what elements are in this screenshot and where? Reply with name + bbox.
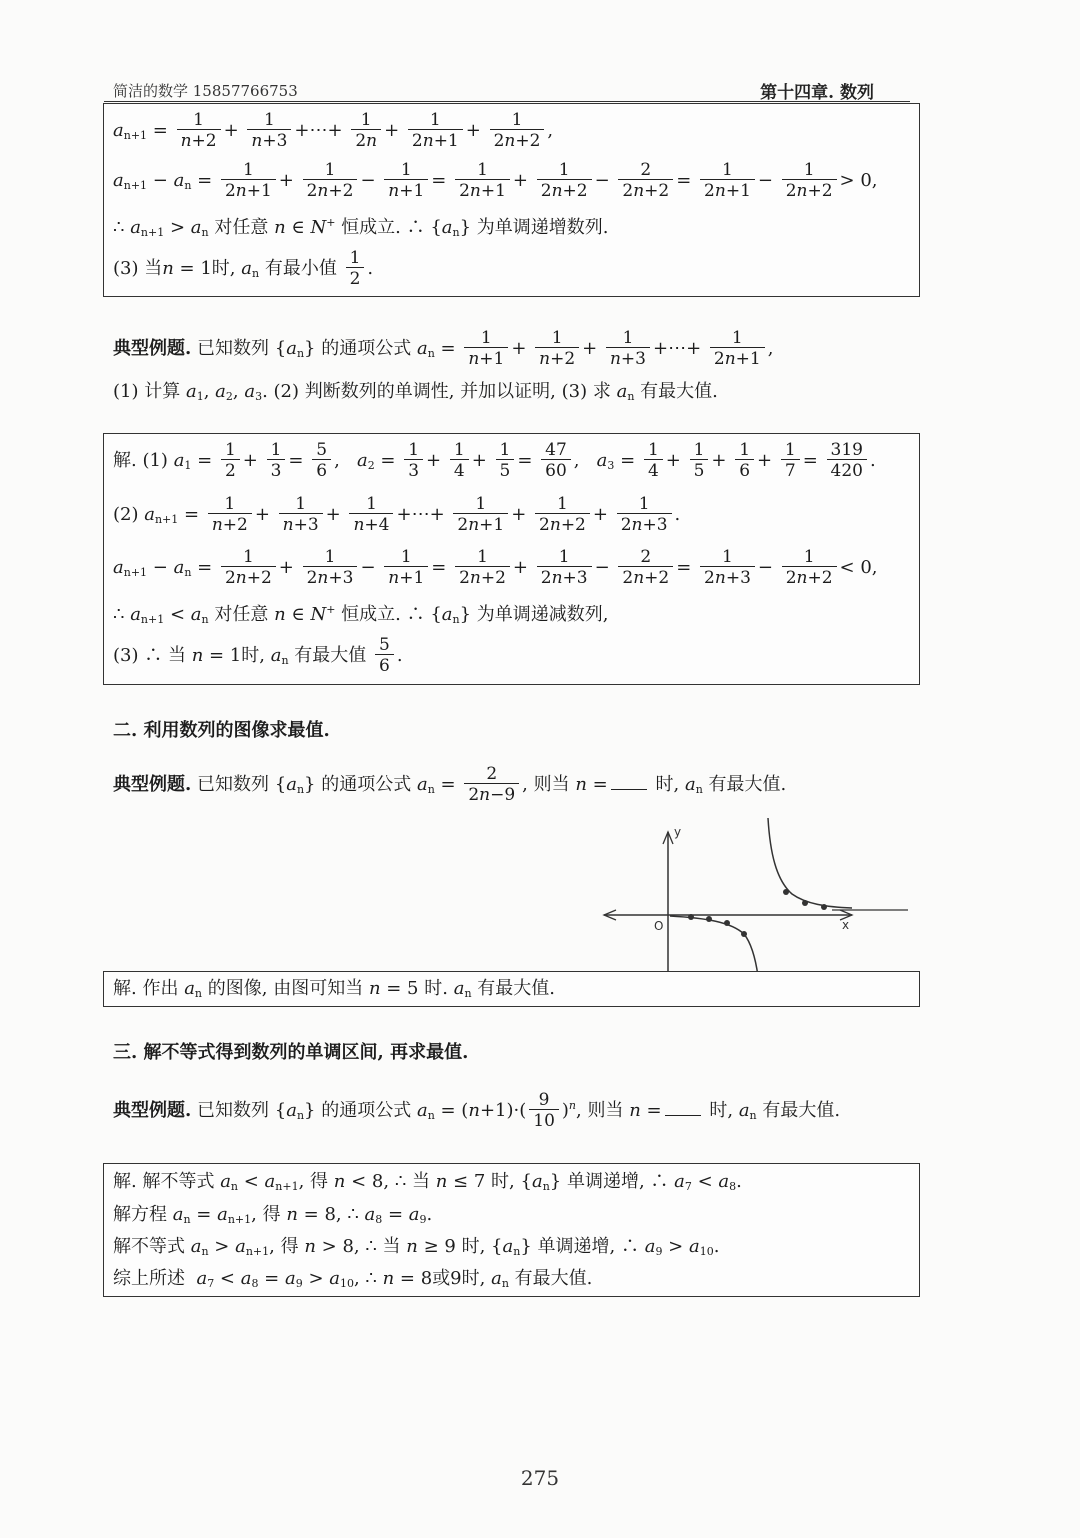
- box1-line-1: $a_{n+1}$ = $\frac{1}{n+2}$ + $\frac{1}{n+3}$ +⋯+ $\frac{1}{2n}$ + $\frac{1}{2n+1}$ + $\frac{1}{2n+2}$ ,: [113, 110, 554, 151]
- point-n7: [821, 904, 827, 910]
- box1-line-3: ∴ $a_{n+1} > a_n$ 对任意 n ∈ N+ 恒成立. ∴ $\{a_n\}$ 为单调递增数列.: [113, 216, 609, 239]
- y-axis-label: y: [674, 825, 682, 839]
- header-chapter: 第十四章. 数列: [760, 83, 874, 103]
- point-n3: [724, 920, 730, 926]
- point-n4: [741, 931, 747, 937]
- x-axis-label: x: [842, 918, 850, 932]
- box4-line-2: 解方程 $a_n = a_{n+1}$, 得 n = 8, ∴ $a_8 = a_9$.: [113, 1204, 433, 1226]
- example3-question: 典型例题. 已知数列 $\{a_n\}$ 的通项公式 $a_n = (n+1)\cdot$( $\frac{9}{10}$ )$^n$, 则当 n = 时, $a_n$ 有最大值.: [113, 1090, 841, 1131]
- box2-line-1: 解. (1) $a_1$ = $\frac{1}{2}$ + $\frac{1}{3}$ = $\frac{5}{6}$ , $a_2$ = $\frac{1}{3}$ + $\frac{1}{4}$ + $\frac{1}{5}$ = $\frac{47}{60}$ , $a_3$ = $\frac{1}{4}$ + $\frac{1}{5}$ + $\frac{1}{6}$ + $\frac{1}{7}$ = $\frac{319}{420}$ .: [113, 440, 876, 481]
- box4-line-3: 解不等式 $a_n > a_{n+1}$, 得 n > 8, ∴ 当 n ≥ 9 时, $\{a_n\}$ 单调递增, ∴ $a_9 > a_{10}$.: [113, 1236, 720, 1258]
- point-n5: [783, 889, 789, 895]
- box3-text: 解. 作出 $a_n$ 的图像, 由图可知当 n = 5 时. $a_n$ 有最大值.: [113, 978, 555, 1000]
- point-n6: [802, 900, 808, 906]
- section-2-title: 二. 利用数列的图像求最值.: [113, 720, 330, 741]
- answer-blank-2: [665, 1101, 701, 1116]
- sequence-graph: [596, 812, 912, 980]
- answer-blank: [611, 775, 647, 790]
- box1-line-2: $a_{n+1} - a_n$ = $\frac{1}{2n+1}$ + $\frac{1}{2n+2}$ − $\frac{1}{n+1}$ = $\frac{1}{2n+1}$ + $\frac{1}{2n+2}$ − $\frac{2}{2n+2}$ = $\frac{1}{2n+1}$ − $\frac{1}{2n+2}$ > 0,: [113, 160, 878, 201]
- origin-label: O: [654, 919, 664, 933]
- page-number: 275: [520, 1466, 560, 1490]
- curve-lower-branch: [670, 916, 758, 976]
- example1-question-line-1: 典型例题. 已知数列 $\{a_n\}$ 的通项公式 $a_n$ = $\frac{1}{n+1}$ + $\frac{1}{n+2}$ + $\frac{1}{n+3}$ +⋯+ $\frac{1}{2n+1}$ ,: [113, 328, 774, 369]
- header-author: 简洁的数学 15857766753: [113, 82, 298, 100]
- box2-line-5: (3) ∴ 当 n = 1时, $a_n$ 有最大值 $\frac{5}{6}$ .: [113, 635, 403, 676]
- section-3-title: 三. 解不等式得到数列的单调区间, 再求最值.: [113, 1042, 469, 1063]
- box2-line-3: $a_{n+1} - a_n$ = $\frac{1}{2n+2}$ + $\frac{1}{2n+3}$ − $\frac{1}{n+1}$ = $\frac{1}{2n+2}$ + $\frac{1}{2n+3}$ − $\frac{2}{2n+2}$ = $\frac{1}{2n+3}$ − $\frac{1}{2n+2}$ < 0,: [113, 547, 878, 588]
- point-n1: [688, 914, 694, 920]
- header-rule: [104, 101, 910, 102]
- example2-question: 典型例题. 已知数列 $\{a_n\}$ 的通项公式 $a_n$ = $\frac{2}{2n-9}$ , 则当 n = 时, $a_n$ 有最大值.: [113, 764, 787, 805]
- box4-line-1: 解. 解不等式 $a_n < a_{n+1}$, 得 n < 8, ∴ 当 n ≤ 7 时, $\{a_n\}$ 单调递增, ∴ $a_7 < a_8$.: [113, 1171, 742, 1193]
- curve-upper-branch: [768, 818, 852, 908]
- box4-line-4: 综上所述 $a_7 < a_8 = a_9 > a_{10}$, ∴ n = 8或9时, $a_n$ 有最大值.: [113, 1268, 593, 1290]
- box2-line-2: (2) $a_{n+1}$ = $\frac{1}{n+2}$ + $\frac{1}{n+3}$ + $\frac{1}{n+4}$ +⋯+ $\frac{1}{2n+1}$ + $\frac{1}{2n+2}$ + $\frac{1}{2n+3}$ .: [113, 494, 681, 535]
- point-n2: [706, 916, 712, 922]
- box2-line-4: ∴ $a_{n+1} < a_n$ 对任意 n ∈ N+ 恒成立. ∴ $\{a_n\}$ 为单调递减数列,: [113, 603, 609, 626]
- box1-line-4: (3) 当n = 1时, $a_n$ 有最小值 $\frac{1}{2}$ .: [113, 248, 374, 289]
- example1-question-line-2: (1) 计算 $a_1$, $a_2$, $a_3$. (2) 判断数列的单调性, 并加以证明, (3) 求 $a_n$ 有最大值.: [113, 381, 718, 403]
